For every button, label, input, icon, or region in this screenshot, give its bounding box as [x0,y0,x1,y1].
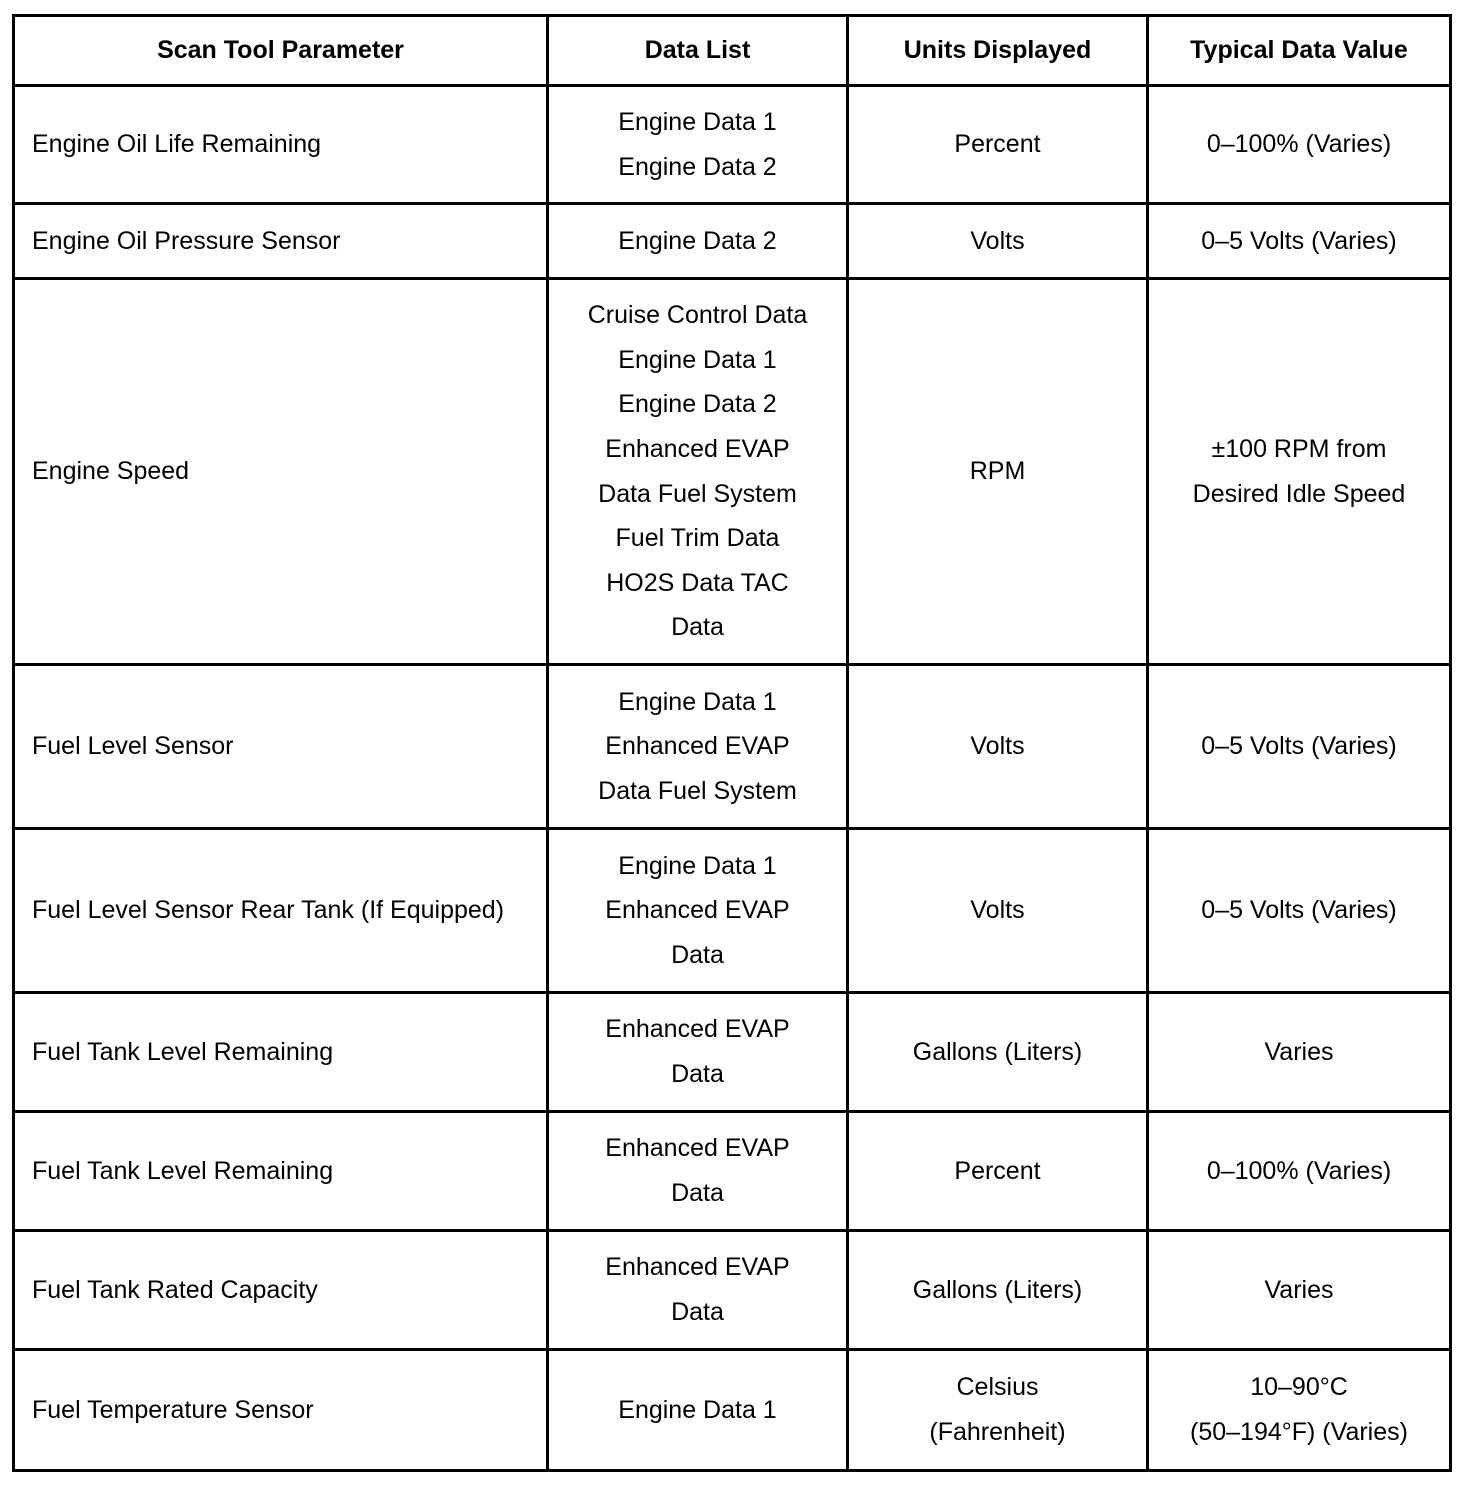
cell-data-list [548,665,848,829]
cell-data-list [548,1112,848,1231]
cell-scan-tool-parameter: Fuel Temperature Sensor [14,1350,548,1471]
cell-units-displayed [848,1350,1148,1471]
cell-typical-data-value [1148,993,1451,1112]
cell-data-list [548,993,848,1112]
table-row [14,1112,1451,1231]
cell-data-list-line: Data Fuel System [598,479,797,508]
cell-data-list-line: Data [671,1298,724,1326]
cell-typical-data-value-line: 0–5 Volts (Varies) [1201,732,1397,761]
cell-typical-data-value-line: 0–5 Volts (Varies) [1201,226,1397,255]
table-row [14,204,1451,279]
cell-units-displayed-line: Volts [970,896,1025,925]
cell-data-list [548,204,848,279]
cell-units-displayed [848,279,1148,665]
cell-units-displayed-line: Volts [970,732,1025,761]
cell-data-list-line: Engine Data 1 [618,107,777,136]
cell-typical-data-value-line: 10–90°C [1250,1373,1348,1402]
cell-units-displayed [848,86,1148,204]
cell-data-list-line: Data Fuel System [598,776,797,805]
table-row [14,665,1451,829]
cell-scan-tool-parameter: Fuel Level Sensor [14,665,548,829]
cell-data-list [548,1350,848,1471]
cell-typical-data-value [1148,204,1451,279]
table-row [14,279,1451,665]
cell-data-list-line: Data [671,1060,724,1088]
cell-units-displayed [848,1231,1148,1350]
cell-typical-data-value-line: Varies [1264,1037,1334,1066]
cell-data-list [548,829,848,993]
scan-tool-data-table [12,14,1452,1472]
cell-data-list-line: Enhanced EVAP [605,732,790,761]
cell-units-displayed-line: (Fahrenheit) [929,1418,1066,1446]
table-row [14,1231,1451,1350]
cell-scan-tool-parameter: Engine Oil Pressure Sensor [14,204,548,279]
cell-data-list-line: Engine Data 1 [618,687,777,716]
cell-units-displayed-line: Celsius [956,1373,1039,1402]
cell-units-displayed-line: Volts [970,226,1025,255]
cell-scan-tool-parameter: Engine Speed [14,279,548,665]
table-row [14,829,1451,993]
cell-data-list-line: HO2S Data TAC [606,568,789,597]
cell-typical-data-value-line: ±100 RPM from [1211,434,1387,463]
cell-typical-data-value-line: 0–100% (Varies) [1206,130,1392,159]
cell-data-list-line: Enhanced EVAP [605,1015,790,1044]
cell-units-displayed [848,1112,1148,1231]
cell-data-list-line: Data [671,613,724,642]
table-body [14,86,1451,1471]
table-row [14,993,1451,1112]
cell-data-list-line: Engine Data 2 [618,390,777,419]
table-header-row [14,16,1451,86]
cell-units-displayed [848,665,1148,829]
cell-units-displayed-line: Gallons (Liters) [912,1037,1083,1066]
cell-scan-tool-parameter: Fuel Tank Level Remaining [14,1112,548,1231]
cell-data-list-line: Engine Data 2 [618,152,777,181]
cell-units-displayed [848,829,1148,993]
cell-data-list-line: Data [671,940,724,969]
cell-data-list [548,86,848,204]
cell-data-list-line: Cruise Control Data [587,301,808,330]
cell-scan-tool-parameter: Engine Oil Life Remaining [14,86,548,204]
cell-data-list-line: Enhanced EVAP [605,896,790,925]
cell-scan-tool-parameter: Fuel Tank Level Remaining [14,993,548,1112]
cell-data-list-line: Engine Data 1 [618,851,777,880]
header-scan-tool-parameter: Scan Tool Parameter [14,16,548,86]
table-row [14,86,1451,204]
cell-data-list-line: Enhanced EVAP [605,1134,790,1163]
cell-typical-data-value [1148,86,1451,204]
cell-typical-data-value-line: (50–194°F) (Varies) [1190,1418,1408,1446]
header-typical-data-value: Typical Data Value [1148,16,1451,86]
cell-data-list-line: Engine Data 1 [618,1395,777,1424]
cell-data-list-line: Engine Data 1 [618,345,777,374]
cell-data-list-line: Enhanced EVAP [605,1253,790,1282]
cell-typical-data-value [1148,1112,1451,1231]
cell-scan-tool-parameter: Fuel Level Sensor Rear Tank (If Equipped) [14,829,548,993]
cell-units-displayed [848,993,1148,1112]
cell-typical-data-value-line: 0–5 Volts (Varies) [1201,896,1397,925]
table-row [14,1350,1451,1471]
cell-units-displayed-line: Percent [954,1156,1041,1185]
cell-data-list [548,1231,848,1350]
cell-data-list-line: Fuel Trim Data [615,524,780,553]
cell-data-list-line: Engine Data 2 [618,226,777,255]
cell-data-list [548,279,848,665]
cell-typical-data-value [1148,1350,1451,1471]
cell-units-displayed-line: RPM [969,457,1026,486]
cell-typical-data-value-line: 0–100% (Varies) [1206,1156,1392,1185]
cell-typical-data-value [1148,1231,1451,1350]
cell-units-displayed-line: Gallons (Liters) [912,1275,1083,1304]
cell-data-list-line: Data [671,1179,724,1207]
cell-typical-data-value [1148,279,1451,665]
cell-typical-data-value [1148,829,1451,993]
cell-units-displayed-line: Percent [954,130,1041,159]
header-units-displayed: Units Displayed [848,16,1148,86]
cell-typical-data-value [1148,665,1451,829]
cell-typical-data-value-line: Desired Idle Speed [1192,479,1406,508]
cell-data-list-line: Enhanced EVAP [605,434,790,463]
cell-typical-data-value-line: Varies [1264,1275,1334,1304]
header-data-list: Data List [548,16,848,86]
cell-scan-tool-parameter: Fuel Tank Rated Capacity [14,1231,548,1350]
cell-units-displayed [848,204,1148,279]
